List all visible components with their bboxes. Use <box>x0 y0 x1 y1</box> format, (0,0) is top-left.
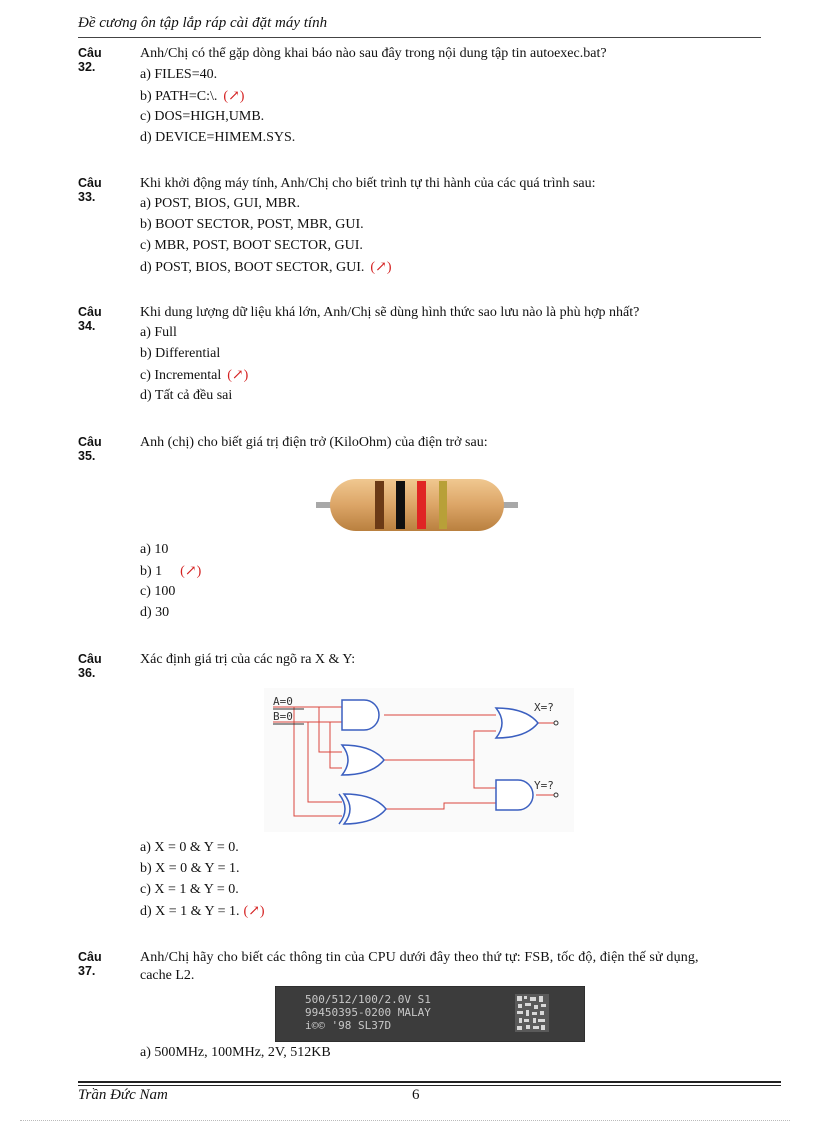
option-c: c) MBR, POST, BOOT SECTOR, GUI. <box>140 238 363 253</box>
chip-line-1: 500/512/100/2.0V S1 <box>305 993 431 1006</box>
output-y-terminal <box>554 793 558 797</box>
option-a: a) Full <box>140 325 177 340</box>
option-c: c) X = 1 & Y = 0. <box>140 882 239 897</box>
option-d: d) POST, BIOS, BOOT SECTOR, GUI. (↗) <box>140 260 392 275</box>
correct-answer-mark: (↗) <box>223 89 245 104</box>
correct-answer-mark: (↗) <box>180 564 202 579</box>
option-b: b) Differential <box>140 346 221 361</box>
page-edge-dots <box>20 1120 790 1121</box>
resistor-band-brown <box>375 481 384 529</box>
footer-divider-thin <box>78 1085 781 1086</box>
resistor-band-black <box>396 481 405 529</box>
page-number: 6 <box>412 1087 420 1103</box>
question-label: Câu 34. <box>78 305 102 333</box>
question-label: Câu 33. <box>78 176 102 204</box>
output-x-label: X=? <box>534 701 554 714</box>
question-label: Câu 35. <box>78 435 102 463</box>
document-header <box>78 15 761 38</box>
output-x-terminal <box>554 721 558 725</box>
question-text: Khi dung lượng dữ liệu khá lớn, Anh/Chị sẽ dùng hình thức sao lưu nào là phù hợp nhất? <box>140 305 640 320</box>
logic-circuit-diagram <box>264 688 574 832</box>
chip-line-3: i©© '98 SL37D <box>305 1019 392 1032</box>
chip-line-2: 99450395-0200 MALAY <box>305 1006 431 1019</box>
option-a: a) X = 0 & Y = 0. <box>140 840 239 855</box>
footer-divider <box>78 1081 781 1083</box>
question-text: Xác định giá trị của các ngõ ra X & Y: <box>140 652 356 667</box>
option-b: b) PATH=C:\. (↗) <box>140 89 245 104</box>
and-gate-y <box>496 780 533 810</box>
option-a: a) FILES=40. <box>140 67 218 82</box>
footer-author: Trần Đức Nam <box>78 1087 168 1103</box>
input-a-label: A=0 <box>273 695 293 708</box>
correct-answer-mark: (↗) <box>370 260 392 275</box>
option-b: b) X = 0 & Y = 1. <box>140 861 240 876</box>
option-d: d) DEVICE=HIMEM.SYS. <box>140 130 296 145</box>
option-a: a) POST, BIOS, GUI, MBR. <box>140 196 300 211</box>
question-text-continued: cache L2. <box>140 968 195 983</box>
header-title: Đề cương ôn tập lắp ráp cài đặt máy tính <box>78 15 328 31</box>
option-b: b) BOOT SECTOR, POST, MBR, GUI. <box>140 217 364 232</box>
option-c: c) 100 <box>140 584 176 599</box>
question-label: Câu 36. <box>78 652 102 680</box>
resistor-image <box>312 474 522 536</box>
question-text: Anh (chị) cho biết giá trị điện trở (KiloOhm) của điện trở sau: <box>140 435 488 450</box>
question-text: Anh/Chị hãy cho biết các thông tin của CPU dưới đây theo thứ tự: FSB, tốc độ, điện thế sử dụng, <box>140 950 699 965</box>
option-a: a) 500MHz, 100MHz, 2V, 512KB <box>140 1045 331 1060</box>
cpu-chip-image <box>275 986 585 1042</box>
correct-answer-mark: (↗) <box>227 368 249 383</box>
correct-answer-mark: (↗) <box>243 904 265 919</box>
qr-code-icon <box>515 994 549 1032</box>
option-c: c) DOS=HIGH,UMB. <box>140 109 265 124</box>
resistor-band-gold <box>439 481 447 529</box>
option-d: d) Tất cả đều sai <box>140 388 233 403</box>
question-text: Khi khởi động máy tính, Anh/Chị cho biết trình tự thi hành của các quá trình sau: <box>140 176 596 191</box>
question-label: Câu 37. <box>78 950 102 978</box>
option-d: d) X = 1 & Y = 1. (↗) <box>140 904 265 919</box>
and-gate-1 <box>342 700 379 730</box>
question-label: Câu 32. <box>78 46 102 74</box>
option-a: a) 10 <box>140 542 169 557</box>
option-d: d) 30 <box>140 605 170 620</box>
resistor-band-red <box>417 481 426 529</box>
option-c: c) Incremental (↗) <box>140 368 249 383</box>
output-y-label: Y=? <box>534 779 554 792</box>
option-b: b) 1 (↗) <box>140 564 202 579</box>
input-b-label: B=0 <box>273 710 293 723</box>
question-text: Anh/Chị có thể gặp dòng khai báo nào sau đây trong nội dung tập tin autoexec.bat? <box>140 46 607 61</box>
